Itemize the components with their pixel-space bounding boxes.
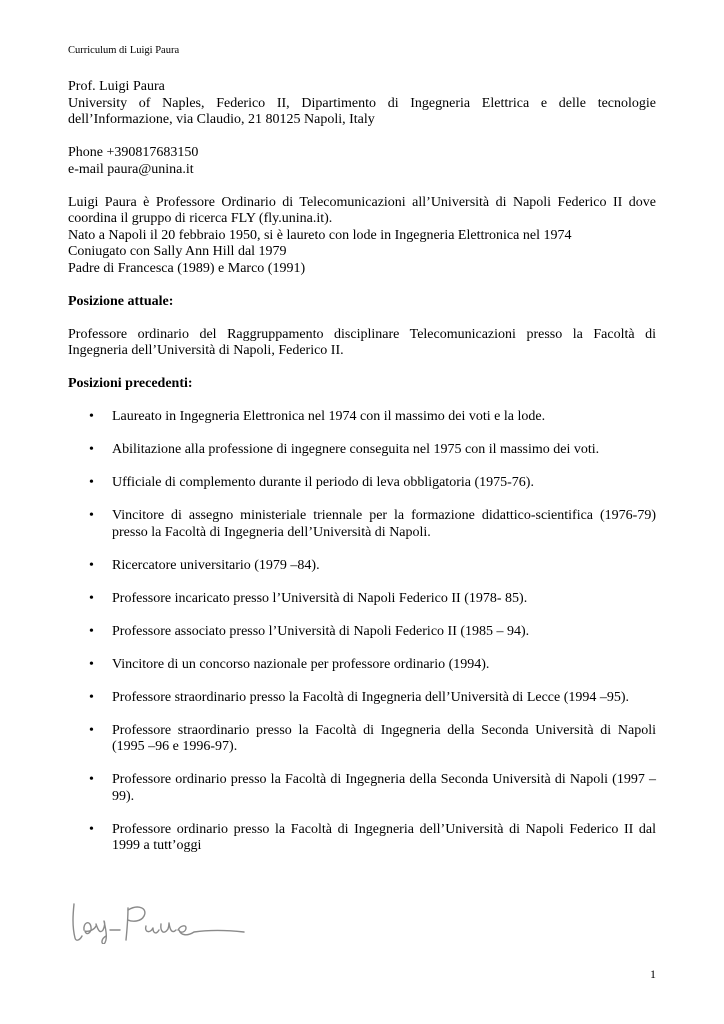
list-item (68, 508, 656, 541)
contact-block (68, 79, 656, 129)
list-item-text: Ufficiale di complemento durante il periodo di leva obbligatoria (1975-76). (112, 475, 534, 490)
bio-born: Nato a Napoli il 20 febbraio 1950, si è laureto con lode in Ingegneria Elettronica nel 1974 (68, 227, 572, 243)
bullet-icon: • (89, 722, 94, 738)
bullet-icon: • (89, 772, 94, 787)
bio-block (68, 195, 656, 278)
bullet-icon: • (89, 821, 94, 837)
bullet-icon: • (89, 557, 94, 573)
list-item-text: Professore ordinario presso la Facoltà di Ingegneria della Seconda Università di Napoli (1997 –99). (112, 772, 656, 804)
current-position-block (68, 327, 656, 360)
bullet-icon: • (89, 442, 94, 457)
list-item (68, 442, 656, 459)
current-position-text: Professore ordinario del Raggruppamento disciplinare Telecomunicazioni presso la Facoltà di Ingegneria dell’Università di Napoli, Federico II. (68, 326, 656, 358)
list-item (68, 558, 656, 575)
contact-details (68, 145, 656, 178)
bullet-icon: • (89, 689, 94, 705)
list-item (68, 624, 656, 641)
list-item (68, 772, 656, 805)
list-item (68, 409, 656, 426)
list-item-text: Laureato in Ingegneria Elettronica nel 1974 con il massimo dei voti e la lode. (112, 409, 546, 424)
list-item (68, 723, 656, 756)
current-position-heading: Posizione attuale: (68, 293, 174, 309)
list-item-text: Professore associato presso l’Università di Napoli Federico II (1985 – 94). (112, 623, 530, 639)
phone-number: Phone +390817683150 (68, 145, 199, 160)
bullet-icon: • (89, 656, 94, 672)
list-item (68, 690, 656, 707)
bullet-icon: • (89, 590, 94, 606)
list-item-text: Ricercatore universitario (1979 –84). (112, 557, 320, 573)
bullet-icon: • (89, 508, 94, 523)
document-page (68, 0, 656, 1024)
bullet-icon: • (89, 475, 94, 490)
list-item (68, 657, 656, 674)
previous-positions-list (68, 409, 656, 855)
author-name: Prof. Luigi Paura (68, 79, 165, 94)
bullet-icon: • (89, 623, 94, 639)
list-item-text: Professore ordinario presso la Facoltà di Ingegneria dell’Università di Napoli Federico II dal 1999 a tutt’oggi (112, 821, 656, 853)
running-header: Curriculum di Luigi Paura (68, 45, 180, 56)
handwritten-signature (68, 900, 248, 944)
author-affiliation: University of Naples, Federico II, Dipartimento di Ingegneria Elettrica e delle tecnologie dell’Informazione, via Claudio, 21 80125 Napoli, Italy (68, 95, 656, 127)
list-item-text: Vincitore di un concorso nazionale per professore ordinario (1994). (112, 656, 490, 672)
list-item (68, 822, 656, 855)
email-address: e-mail paura@unina.it (68, 161, 194, 177)
list-item-text: Vincitore di assegno ministeriale triennale per la formazione didattico-scientifica (1976-79) presso la Facoltà di Ingegneria dell’Università di Napoli. (112, 508, 656, 540)
bio-children: Padre di Francesca (1989) e Marco (1991) (68, 260, 306, 276)
list-item (68, 591, 656, 608)
bio-married: Coniugato con Sally Ann Hill dal 1979 (68, 244, 287, 259)
list-item-text: Professore straordinario presso la Facoltà di Ingegneria dell’Università di Lecce (1994 –95). (112, 689, 630, 705)
document-body (68, 79, 656, 871)
page-number: 1 (650, 967, 656, 981)
bio-paragraph: Luigi Paura è Professore Ordinario di Telecomunicazioni all’Università di Napoli Federico II dove coordina il gruppo di ricerca FLY (fly.unina.it). (68, 194, 656, 226)
list-item-text: Abilitazione alla professione di ingegnere conseguita nel 1975 con il massimo dei voti. (112, 442, 600, 457)
list-item-text: Professore straordinario presso la Facoltà di Ingegneria della Seconda Università di Napoli (1995 –96 e 1996-97). (112, 722, 656, 754)
list-item-text: Professore incaricato presso l’Università di Napoli Federico II (1978- 85). (112, 590, 528, 606)
list-item (68, 475, 656, 492)
previous-positions-heading: Posizioni precedenti: (68, 376, 193, 391)
bullet-icon: • (89, 409, 94, 424)
